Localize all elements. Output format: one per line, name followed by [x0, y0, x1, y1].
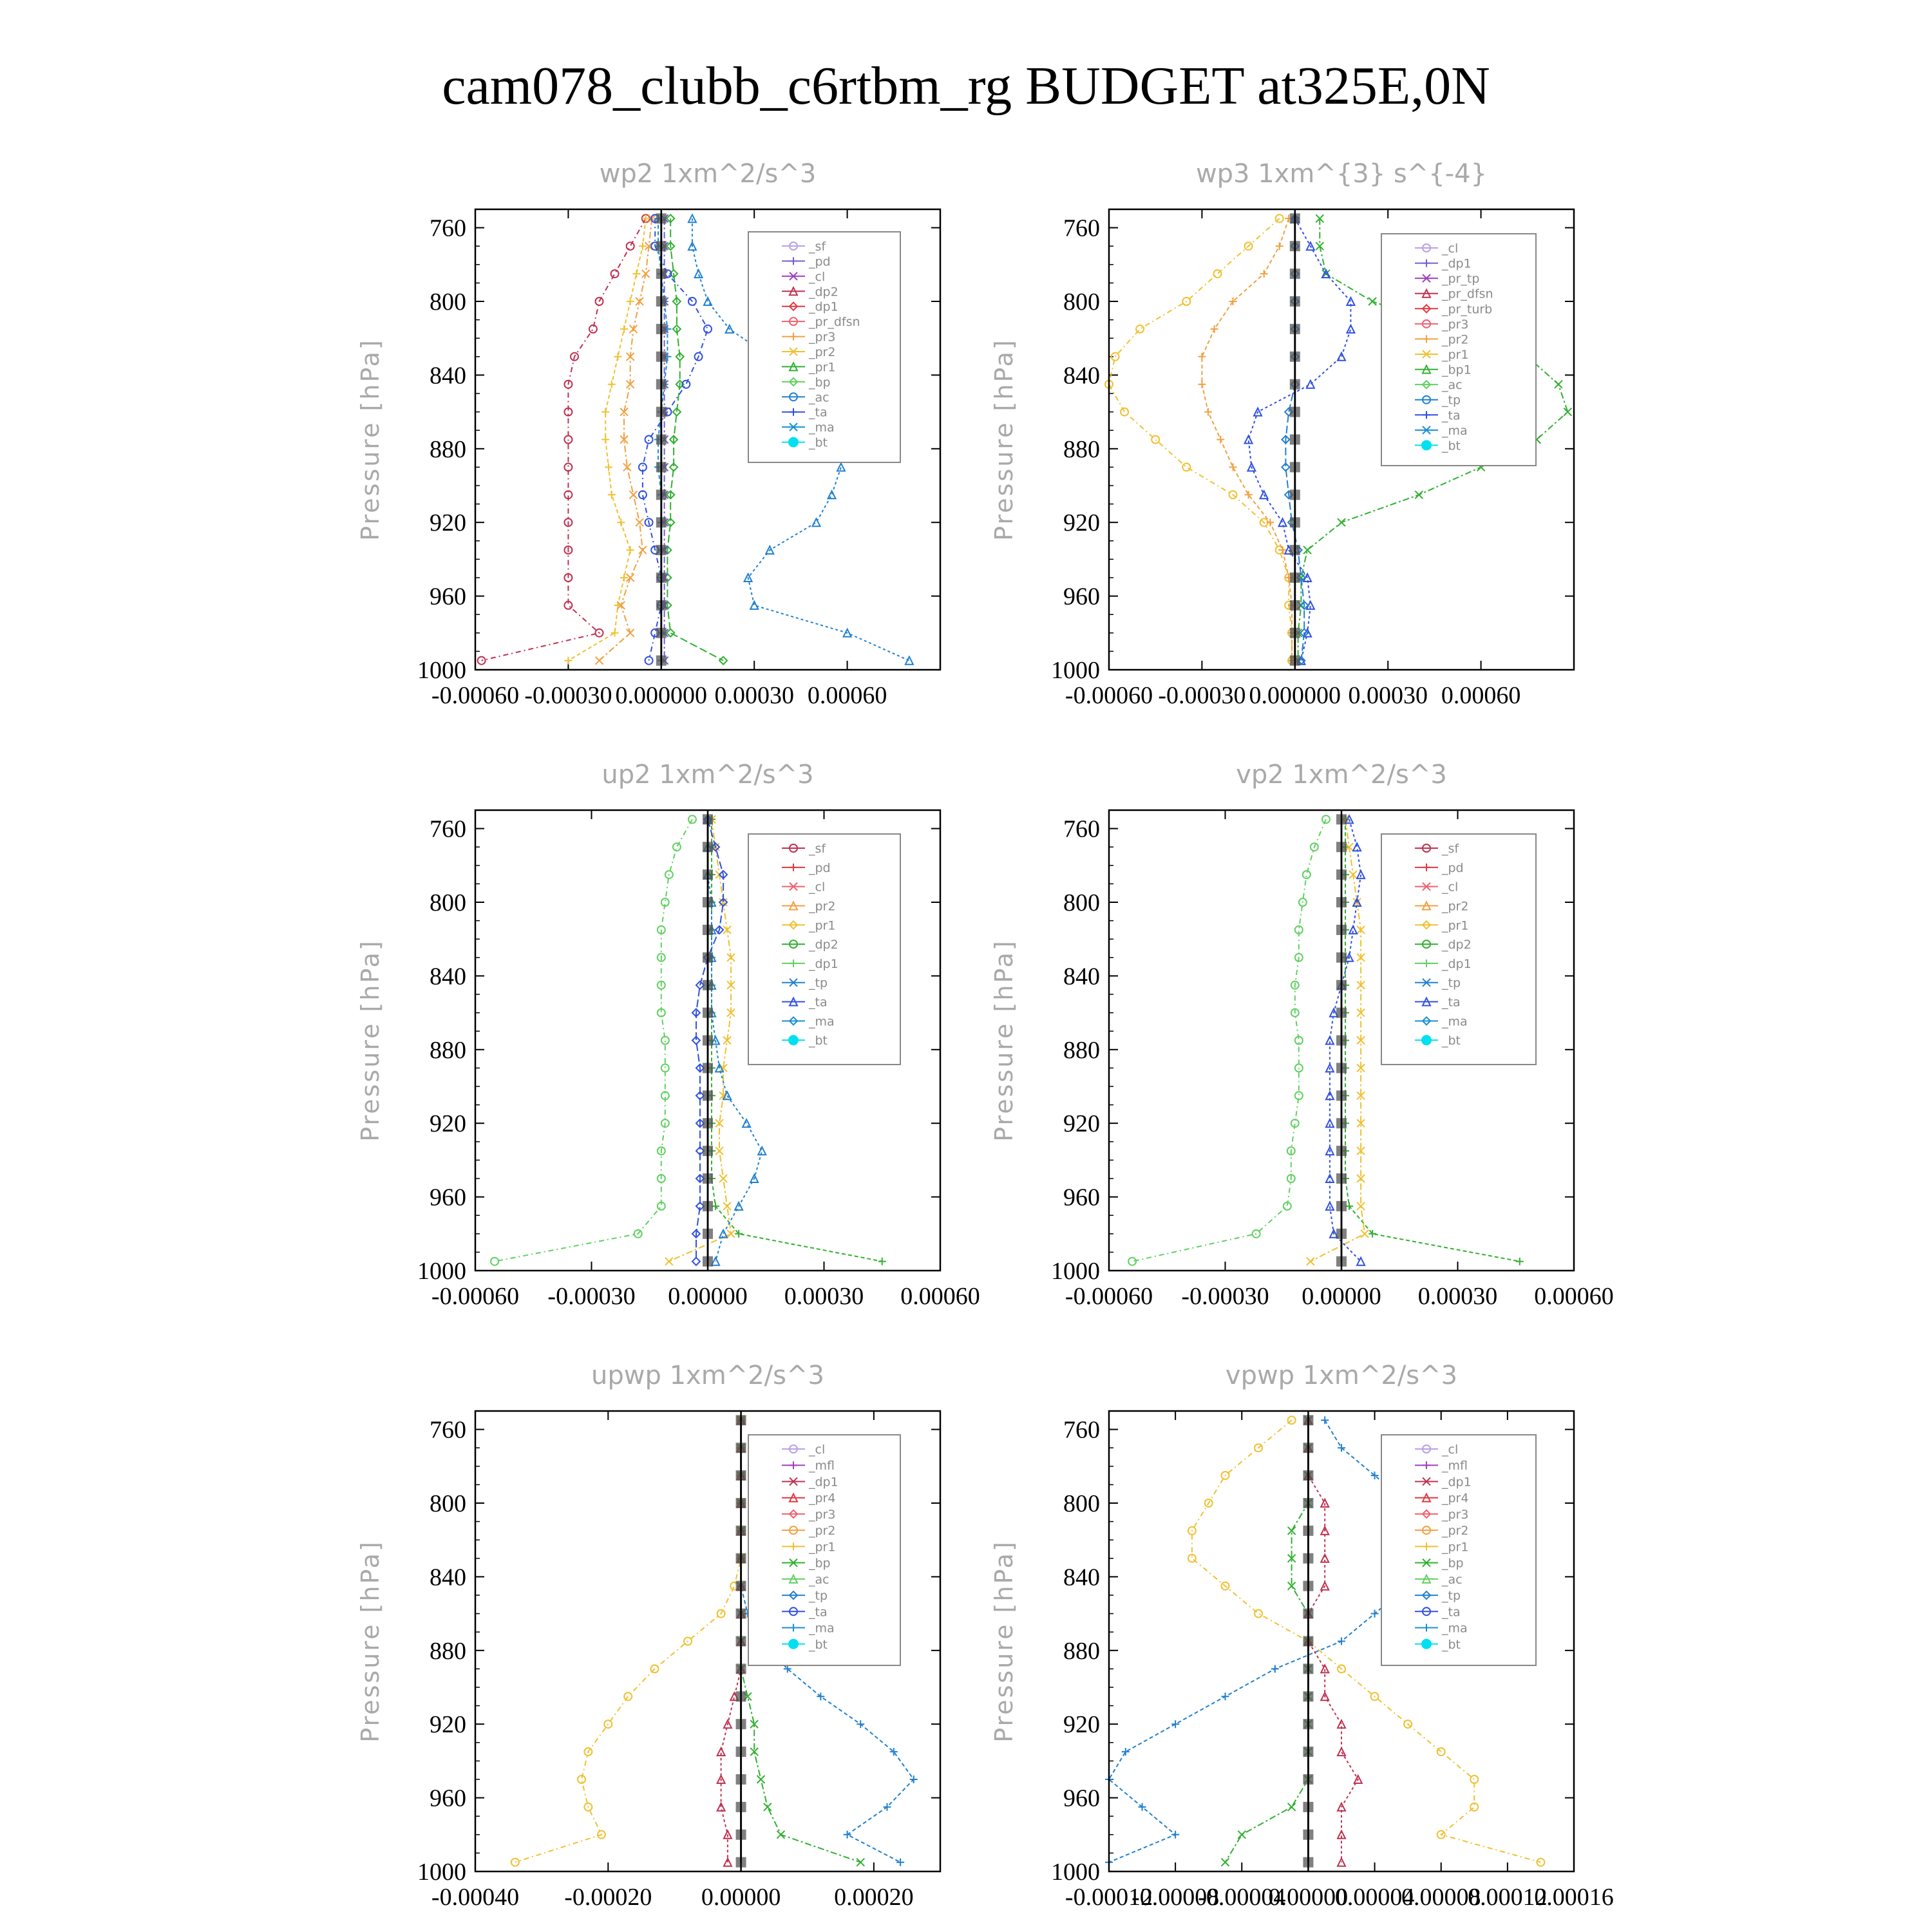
legend-marker — [788, 1639, 799, 1649]
legend-label: _pd — [809, 860, 831, 875]
data-point_ta — [704, 325, 712, 333]
legend-label: _bt — [809, 435, 828, 450]
data-point_pr1 — [636, 518, 643, 526]
data-point_pr1 — [1288, 1416, 1296, 1424]
y-tick-label: 840 — [1063, 963, 1100, 990]
y-tick-label: 840 — [430, 963, 466, 990]
data-point_tp — [1271, 1665, 1279, 1672]
data-point_pr2 — [1136, 325, 1144, 333]
data-point_pr2 — [1121, 408, 1128, 416]
legend-label: _bp — [809, 1556, 831, 1571]
legend — [1381, 234, 1536, 466]
data-point_pr2 — [620, 325, 628, 333]
panel-wp3 — [990, 159, 1574, 709]
x-tick-label: -0.00060 — [431, 1283, 520, 1310]
x-tick-label: 0.00060 — [1441, 682, 1521, 709]
data-point_pr1 — [1198, 353, 1206, 361]
y-tick-label: 1000 — [417, 657, 466, 684]
y-tick-label: 800 — [1063, 289, 1100, 316]
legend-label: _ac — [1442, 378, 1463, 393]
data-point_tp — [844, 1831, 851, 1839]
data-point_ac — [828, 491, 836, 498]
data-point_pr1 — [1361, 1230, 1368, 1238]
y-tick-label: 800 — [430, 289, 466, 316]
data-point_pr1 — [723, 1202, 731, 1210]
panel-title: wp2 1xm^2/s^3 — [599, 159, 817, 189]
data-point_tp — [1122, 1748, 1130, 1756]
legend — [748, 232, 900, 462]
x-tick-label: -0.00030 — [1181, 1283, 1269, 1310]
y-axis-label: Pressure [hPa] — [990, 939, 1018, 1142]
legend-label: _ma — [809, 1621, 835, 1636]
data-point_ta — [1338, 353, 1345, 361]
data-point_bp — [857, 1859, 864, 1866]
y-tick-label: 760 — [1063, 815, 1100, 843]
data-point_tp — [1171, 1831, 1179, 1839]
data-point_dp2 — [878, 1258, 886, 1265]
legend-label: _tp — [809, 976, 828, 990]
legend-label: _ta — [809, 1605, 828, 1620]
legend-label: _ma — [1442, 1621, 1468, 1636]
legend-label: _ta — [1442, 995, 1461, 1010]
panel-title: upwp 1xm^2/s^3 — [591, 1361, 824, 1390]
y-tick-label: 800 — [430, 889, 466, 916]
data-point_ta — [1357, 871, 1365, 878]
series-line_dp1 — [1132, 819, 1326, 1261]
data-point_pr1 — [1276, 242, 1283, 250]
legend-label: _dp1 — [809, 299, 838, 314]
panel-wp2 — [356, 159, 940, 709]
legend-label: _ac — [809, 1572, 829, 1587]
data-point_pr1 — [719, 1175, 727, 1182]
y-tick-label: 760 — [430, 214, 466, 242]
legend-label: _pr_dfsn — [809, 315, 860, 330]
y-tick-label: 920 — [430, 1711, 466, 1739]
data-point_pr1 — [596, 657, 603, 665]
figure-title: cam078_clubb_c6rtbm_rg BUDGET at325E,0N — [442, 56, 1490, 116]
legend-label: _mfl — [1442, 1459, 1468, 1473]
data-point_pr1 — [1470, 1776, 1478, 1783]
x-tick-label: -0.00040 — [431, 1884, 520, 1911]
data-point_ac — [905, 657, 913, 665]
x-tick-label: 0.00008 — [1401, 1884, 1481, 1911]
legend-label: _cl — [1442, 242, 1459, 256]
legend-label: _pr1 — [1442, 918, 1469, 933]
y-tick-label: 960 — [1063, 583, 1100, 611]
y-tick-label: 920 — [1063, 1110, 1100, 1138]
y-tick-label: 840 — [1063, 1564, 1100, 1591]
legend-label: _ta — [809, 995, 828, 1010]
y-tick-label: 960 — [1063, 1785, 1100, 1812]
legend-label: _pr1 — [809, 1540, 836, 1555]
x-tick-label: 0.00030 — [784, 1283, 864, 1310]
data-point_pr1 — [511, 1859, 519, 1866]
data-point_pr1 — [629, 491, 637, 498]
legend-label: _dp1 — [1442, 256, 1472, 271]
x-tick-label: 0.00004 — [1334, 1884, 1415, 1911]
series-line_pr1 — [515, 1420, 741, 1862]
y-axis-label: Pressure [hPa] — [356, 338, 384, 541]
legend-label: _cl — [809, 269, 826, 284]
legend-label: _bt — [809, 1034, 828, 1048]
data-point_pr2 — [1151, 436, 1159, 444]
x-tick-label: 0.00000 — [668, 1283, 748, 1310]
legend-marker — [1421, 440, 1432, 450]
legend-label: _pr_tp — [1442, 272, 1480, 287]
x-tick-label: -0.00012 — [1065, 1884, 1153, 1911]
y-tick-label: 1000 — [1051, 1258, 1100, 1285]
y-tick-label: 760 — [1063, 1416, 1100, 1444]
legend-label: _dp1 — [1442, 956, 1472, 971]
series-line_pr2 — [1109, 218, 1292, 660]
legend-label: _dp1 — [809, 1475, 838, 1490]
x-tick-label: 0.000000 — [1249, 682, 1341, 709]
data-point_tp — [896, 1859, 904, 1866]
legend-label: _dp1 — [809, 956, 838, 971]
data-point_pr2 — [611, 629, 619, 637]
data-point_dp2 — [611, 270, 619, 278]
series-line_tp — [1109, 1420, 1425, 1862]
legend — [748, 834, 900, 1065]
x-tick-label: 0.00016 — [1534, 1884, 1614, 1911]
legend-label: _ta — [1442, 1605, 1461, 1620]
x-tick-label: 0.00030 — [1417, 1283, 1498, 1310]
legend-label: _ta — [809, 405, 828, 420]
data-point_pr1 — [604, 1720, 612, 1728]
y-tick-label: 760 — [430, 815, 466, 843]
panel-upwp — [356, 1361, 940, 1911]
legend-label: _ac — [1442, 1572, 1463, 1587]
y-tick-label: 920 — [430, 1110, 466, 1138]
legend-label: _pr3 — [809, 330, 836, 345]
legend-label: _pr2 — [1442, 1524, 1469, 1539]
series-line_dp1 — [495, 819, 692, 1261]
x-tick-label: 0.00060 — [807, 682, 887, 709]
legend-label: _ma — [1442, 1014, 1468, 1029]
y-tick-label: 920 — [1063, 509, 1100, 537]
y-tick-label: 760 — [1063, 214, 1100, 242]
x-tick-label: -0.00030 — [1158, 682, 1246, 709]
x-tick-label: 0.00000 — [701, 1884, 781, 1911]
data-point_tp — [817, 1692, 824, 1700]
legend — [748, 1435, 900, 1665]
data-point_tp — [723, 1092, 731, 1099]
legend-label: _ma — [809, 1014, 835, 1029]
data-point_pr2 — [632, 270, 640, 278]
legend-label: _bt — [1442, 1637, 1461, 1652]
legend-label: _pr2 — [809, 899, 836, 914]
y-tick-label: 1000 — [1051, 657, 1100, 684]
data-point_tp — [758, 1147, 766, 1155]
y-tick-label: 960 — [430, 1785, 466, 1812]
panel-vpwp — [990, 1361, 1614, 1911]
data-point_pr1 — [1211, 325, 1218, 333]
legend-label: _tp — [1442, 1589, 1461, 1604]
y-axis-label: Pressure [hPa] — [356, 939, 384, 1142]
data-point_pr1 — [1204, 408, 1212, 416]
data-point_pr2 — [1213, 270, 1221, 278]
legend-label: _dp1 — [1442, 1475, 1472, 1490]
y-tick-label: 840 — [430, 362, 466, 390]
data-point_ac — [695, 270, 703, 278]
legend-marker — [1421, 1035, 1432, 1045]
legend-label: _dp2 — [809, 285, 838, 299]
series-line_dp1 — [1308, 1420, 1358, 1862]
data-point_dp1 — [688, 815, 696, 823]
data-point_ta — [1307, 381, 1314, 388]
data-point_ta — [645, 436, 653, 444]
legend-label: _ta — [1442, 408, 1461, 423]
data-point_ac — [837, 463, 845, 471]
data-point_tp — [743, 1119, 750, 1127]
legend-label: _tp — [1442, 393, 1461, 408]
y-tick-label: 880 — [430, 435, 466, 463]
legend-label: _pr3 — [1442, 317, 1469, 332]
data-point_pr2 — [601, 408, 609, 416]
data-point_pr1 — [1188, 1555, 1196, 1562]
y-tick-label: 800 — [430, 1490, 466, 1517]
x-tick-label: 0.00000 — [1302, 1283, 1381, 1310]
legend-label: _pr_turb — [1442, 302, 1493, 317]
legend — [1381, 834, 1536, 1065]
series-line_dp2 — [482, 218, 646, 660]
data-point_ta — [692, 1258, 700, 1265]
data-point_dp1 — [1321, 1499, 1329, 1507]
y-tick-label: 760 — [430, 1416, 466, 1444]
data-point_dp2 — [627, 242, 634, 250]
legend-marker — [1421, 1639, 1432, 1649]
legend-label: _bp — [1442, 1556, 1464, 1571]
x-tick-label: -0.00004 — [1198, 1884, 1286, 1911]
x-tick-label: 0.00060 — [900, 1283, 980, 1310]
legend-label: _pr2 — [1442, 899, 1469, 914]
legend-label: _dp2 — [809, 938, 838, 952]
x-tick-label: 0.00060 — [1534, 1283, 1614, 1310]
data-point_pr2 — [601, 436, 609, 444]
x-tick-label: 0.00030 — [714, 682, 794, 709]
data-point_bp1 — [1368, 298, 1376, 305]
legend-label: _ac — [809, 390, 829, 405]
data-point_dp1 — [491, 1258, 498, 1265]
legend-label: _ma — [809, 421, 835, 435]
y-tick-label: 1000 — [1051, 1859, 1100, 1886]
legend-marker — [788, 1035, 799, 1045]
panel-title: wp3 1xm^{3} s^{-4} — [1195, 159, 1488, 189]
panel-title: vpwp 1xm^2/s^3 — [1225, 1361, 1458, 1390]
data-point_pr1 — [1537, 1859, 1544, 1866]
legend-label: _bp1 — [1442, 363, 1472, 377]
x-tick-label: 0.00020 — [834, 1884, 914, 1911]
data-point_ac — [812, 518, 820, 526]
legend-label: _pd — [1442, 860, 1464, 875]
legend-label: _tp — [1442, 976, 1461, 990]
data-point_bp1 — [1338, 518, 1345, 526]
legend — [1381, 1435, 1536, 1665]
legend-label: _bt — [809, 1637, 828, 1652]
x-tick-label: -0.00008 — [1132, 1884, 1220, 1911]
data-point_bp1 — [1564, 408, 1571, 416]
data-point_pr2 — [1182, 463, 1190, 471]
legend-label: _pd — [809, 254, 831, 269]
y-tick-label: 960 — [430, 583, 466, 611]
data-point_bp — [1222, 1859, 1229, 1866]
legend-label: _sf — [809, 842, 826, 856]
data-point_pr1 — [665, 1258, 673, 1265]
data-point_dp1 — [661, 1064, 669, 1072]
y-tick-label: 880 — [430, 1036, 466, 1064]
legend-label: _pr3 — [809, 1507, 836, 1522]
legend-label: _pr1 — [1442, 1540, 1469, 1555]
legend-label: _pr4 — [809, 1491, 836, 1506]
x-tick-label: 0.00030 — [1348, 682, 1428, 709]
data-point_pr2 — [608, 381, 616, 388]
legend-label: _bp — [809, 375, 831, 390]
x-tick-label: -0.00060 — [1065, 1283, 1153, 1310]
legend-label: _pr1 — [809, 360, 836, 375]
series-line_bp — [1226, 1420, 1309, 1862]
y-tick-label: 960 — [1063, 1184, 1100, 1211]
legend-label: _cl — [1442, 1443, 1459, 1457]
legend-label: _cl — [809, 880, 826, 895]
y-tick-label: 1000 — [417, 1859, 466, 1886]
data-point_dp1 — [1322, 815, 1330, 823]
data-point_pr1 — [639, 546, 647, 554]
series-line_bp — [667, 218, 723, 660]
legend-label: _sf — [1442, 842, 1459, 856]
data-point_bp — [1238, 1831, 1245, 1839]
y-axis-label: Pressure [hPa] — [990, 1540, 1018, 1743]
data-point_pr1 — [1437, 1748, 1445, 1756]
data-point_pr2 — [627, 298, 634, 305]
data-point_pr1 — [1307, 1258, 1314, 1265]
y-tick-label: 840 — [1063, 362, 1100, 390]
panel-vp2 — [990, 760, 1614, 1310]
y-axis-label: Pressure [hPa] — [356, 1540, 384, 1743]
legend-label: _pr2 — [1442, 332, 1469, 347]
y-tick-label: 800 — [1063, 889, 1100, 916]
y-tick-label: 880 — [1063, 435, 1100, 463]
x-tick-label: 0.00000 — [1268, 1884, 1349, 1911]
x-tick-label: -0.00060 — [431, 682, 520, 709]
data-point_pr2 — [1276, 214, 1283, 222]
legend-label: _pr4 — [1442, 1491, 1469, 1506]
x-tick-label: 0.000000 — [615, 682, 708, 709]
y-tick-label: 920 — [1063, 1711, 1100, 1739]
data-point_bp1 — [1415, 491, 1423, 498]
data-point_dp1 — [1338, 1748, 1345, 1756]
legend-label: _sf — [809, 240, 826, 254]
legend-marker — [788, 437, 799, 448]
y-tick-label: 880 — [1063, 1036, 1100, 1064]
data-point_pr2 — [614, 353, 621, 361]
data-point_tp — [1321, 1416, 1329, 1424]
data-point_pr1 — [1217, 436, 1224, 444]
data-point_dp1 — [673, 843, 681, 851]
data-point_dp2 — [1516, 1258, 1524, 1265]
y-tick-label: 800 — [1063, 1490, 1100, 1517]
data-point_pr2 — [605, 463, 612, 471]
legend-label: _pr3 — [1442, 1507, 1469, 1522]
legend-label: _bt — [1442, 1034, 1461, 1048]
data-point_tp — [857, 1720, 864, 1728]
data-point_ac — [704, 298, 712, 305]
y-tick-label: 880 — [430, 1637, 466, 1665]
legend-label: _pr2 — [809, 345, 836, 359]
data-point_tp — [1222, 1692, 1229, 1700]
data-point_pr1 — [1255, 1610, 1262, 1618]
data-point_ta — [1347, 325, 1354, 333]
x-tick-label: -0.00030 — [524, 682, 612, 709]
y-axis-label: Pressure [hPa] — [990, 338, 1018, 541]
legend-label: _tp — [809, 1589, 828, 1604]
y-tick-label: 840 — [430, 1564, 466, 1591]
legend-label: _cl — [1442, 880, 1459, 895]
data-point_pr1 — [627, 629, 634, 637]
data-point_bp — [777, 1831, 784, 1839]
data-point_tp — [1171, 1720, 1179, 1728]
data-point_pr2 — [617, 518, 625, 526]
panel-title: up2 1xm^2/s^3 — [601, 760, 814, 790]
y-tick-label: 880 — [1063, 1637, 1100, 1665]
data-point_pr2 — [564, 657, 572, 665]
y-tick-label: 960 — [430, 1184, 466, 1211]
data-point_bp1 — [1555, 381, 1562, 388]
legend-label: _dp2 — [1442, 938, 1472, 952]
x-tick-label: -0.00060 — [1065, 682, 1153, 709]
legend-label: _pr2 — [809, 1524, 836, 1539]
legend-label: _cl — [809, 1443, 826, 1457]
legend-label: _mfl — [809, 1459, 835, 1473]
x-tick-label: -0.00030 — [547, 1283, 636, 1310]
panel-title: vp2 1xm^2/s^3 — [1236, 760, 1447, 790]
data-point_pr1 — [727, 1230, 735, 1238]
data-point_pr2 — [608, 491, 616, 498]
x-tick-label: -0.00020 — [564, 1884, 652, 1911]
data-point_pr2 — [627, 546, 634, 554]
data-point_dp1 — [1303, 871, 1311, 878]
y-tick-label: 920 — [430, 509, 466, 537]
legend-label: _bt — [1442, 439, 1461, 453]
panel-up2 — [356, 760, 980, 1310]
data-point_pr1 — [1357, 1202, 1365, 1210]
data-point_dp1 — [661, 1037, 669, 1045]
data-point_bp — [764, 1803, 772, 1811]
legend-label: _pr1 — [809, 918, 836, 933]
data-point_bp — [1288, 1803, 1296, 1811]
y-tick-label: 1000 — [417, 1258, 466, 1285]
data-point_pr1 — [624, 1692, 632, 1700]
legend-label: _pr_dfsn — [1442, 287, 1493, 301]
data-point_ac — [750, 601, 758, 609]
x-tick-label: 0.00012 — [1468, 1884, 1548, 1911]
legend-label: _ma — [1442, 423, 1468, 438]
data-point_pr1 — [1198, 381, 1206, 388]
data-point_pr1 — [1229, 463, 1237, 471]
data-point_bp — [757, 1776, 765, 1783]
data-point_tp — [719, 1230, 727, 1238]
legend-label: _pr1 — [1442, 348, 1469, 362]
